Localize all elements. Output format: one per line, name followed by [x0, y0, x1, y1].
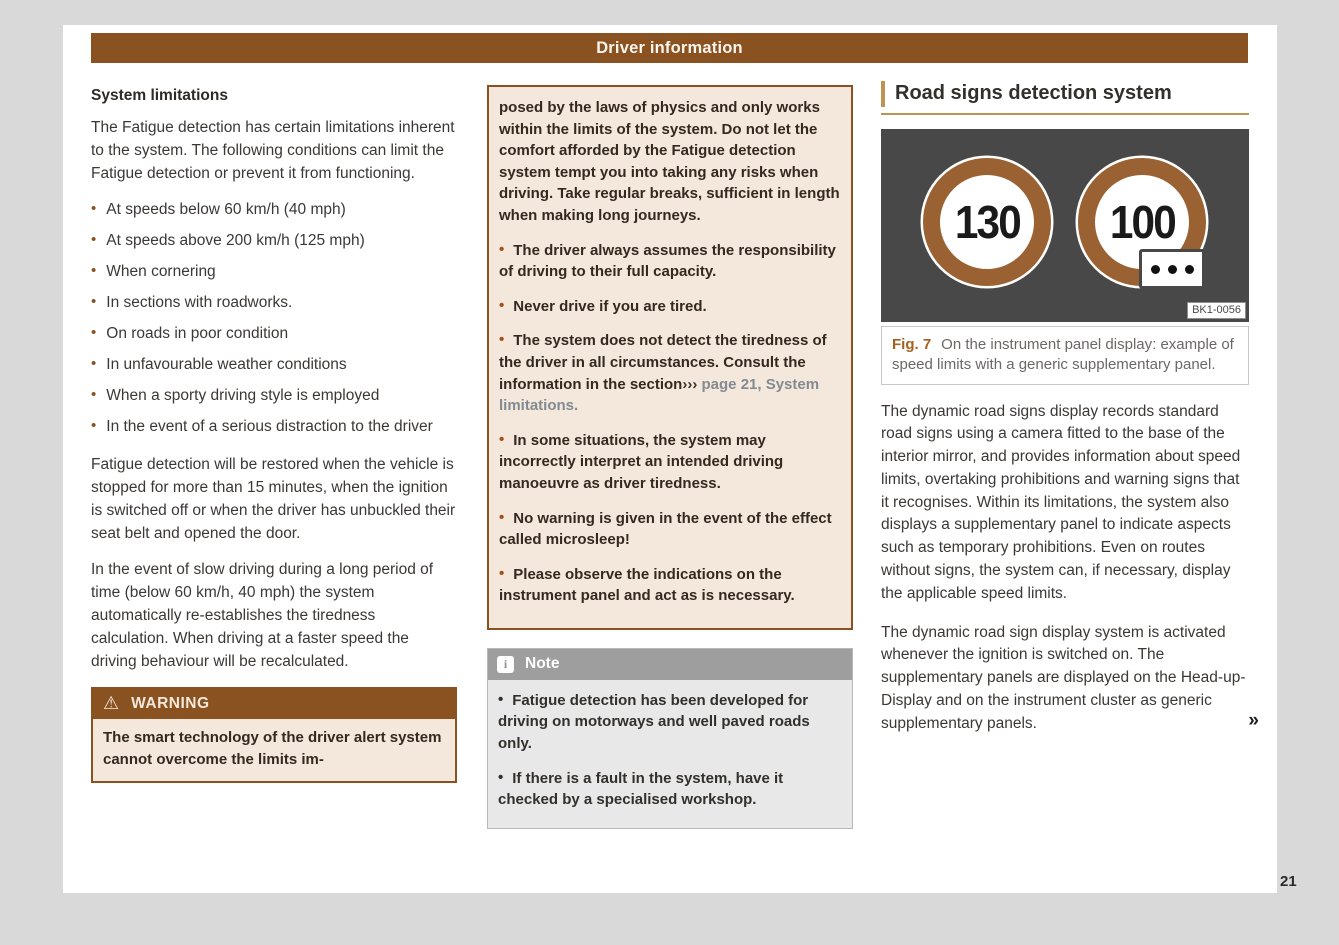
- warning-body-text: The smart technology of the driver alert system cannot overcome the limits im-: [93, 719, 455, 781]
- warning-list-item: [499, 330, 841, 416]
- list-item: [91, 261, 457, 283]
- paragraph: In the event of slow driving during a long period of time (below 60 km/h, 40 mph) the system automatically re-establishes the tiredness calculation. When driving at a faster speed the driving behaviour will be recalculated.: [91, 561, 434, 670]
- note-box-header: [488, 649, 852, 680]
- warning-triangle-icon: [103, 694, 131, 715]
- page-header-bar: [91, 33, 1248, 63]
- section-heading-system-limitations: System limitations: [91, 87, 228, 104]
- bullet-icon: [91, 294, 106, 311]
- bullet-icon: [91, 418, 106, 435]
- list-item-text: In unfavourable weather conditions: [106, 356, 347, 374]
- list-item-text: The driver always assumes the responsibility of driving to their full capacity.: [499, 241, 836, 281]
- left-column: [91, 85, 457, 783]
- heading-rule: [881, 113, 1249, 115]
- list-item-text: At speeds below 60 km/h (40 mph): [106, 201, 346, 219]
- note-box-body: [488, 680, 852, 828]
- paragraph: [881, 622, 1259, 736]
- list-item-text: If there is a fault in the system, have it checked by a specialised workshop.: [498, 769, 784, 809]
- bullet-icon: [91, 356, 106, 373]
- list-item-text: In some situations, the system may incorrectly interpret an intended driving manoeuvre as driver tiredness.: [499, 431, 784, 492]
- bullet-icon: [91, 387, 106, 404]
- bullet-icon: [91, 263, 106, 280]
- warning-box-header: [93, 689, 455, 719]
- list-item: [91, 199, 457, 221]
- list-item-text: When a sporty driving style is employed: [106, 387, 380, 405]
- note-list-item: [498, 690, 842, 755]
- info-icon: [497, 656, 514, 673]
- warning-list-item: [499, 296, 841, 318]
- list-item-text: At speeds above 200 km/h (125 mph): [106, 232, 365, 250]
- bullet-icon: [499, 432, 513, 449]
- note-title: Note: [525, 655, 560, 673]
- figure-caption-text: On the instrument panel display: example of speed limits with a generic supplementary panel.: [892, 336, 1234, 374]
- figure-image: [881, 129, 1249, 322]
- list-item: [91, 385, 457, 407]
- supplementary-panel-icon: [1139, 249, 1205, 289]
- warning-list-item: [499, 240, 841, 283]
- paragraph: Fatigue detection will be restored when the vehicle is stopped for more than 15 minutes, when the ignition is switched off or when the driver has unbuckled their seat belt and opened the door.: [91, 456, 456, 542]
- list-item-text: The system does not detect the tiredness of the driver in all circumstances. Consult the information in the section: [499, 332, 827, 393]
- paragraph: The dynamic road signs display records standard road signs using a camera fitted to the base of the interior mirror, and provides information about speed limits, overtaking prohibitions and warning signs that it recognises. Within its limitations, the system also displays a supplementary panel to indicate aspects such as temporary prohibitions. Even on routes without signs, the system can, if necessary, display the applicable speed limits.: [881, 402, 1241, 602]
- warning-list-item: [499, 430, 841, 495]
- note-list-item: [498, 768, 842, 811]
- right-column: [881, 81, 1259, 735]
- list-item: [91, 323, 457, 345]
- continuation-marker: »: [1248, 709, 1259, 731]
- bullet-icon: [91, 325, 106, 342]
- list-item: [91, 230, 457, 252]
- figure-number-label: Fig. 7: [892, 336, 932, 353]
- warning-paragraph: posed by the laws of physics and only works within the limits of the system. Do not let the comfort afforded by the Fatigue detection system tempt you into taking any risks when driving. Take regular breaks, sufficient in length when making long journeys.: [499, 99, 840, 224]
- bullet-icon: [498, 770, 512, 787]
- paragraph-text: The dynamic road sign display system is activated whenever the ignition is switched on. The supplementary panels are displayed on the Head-up-Display and on the instrument cluster as generic supplementary panels.: [881, 623, 1246, 732]
- bullet-icon: [499, 566, 513, 583]
- warning-title: WARNING: [131, 695, 210, 713]
- list-item-text: Fatigue detection has been developed for driving on motorways and well paved roads only.: [498, 691, 810, 753]
- warning-box-continued: [487, 85, 853, 630]
- limitations-list: [91, 199, 457, 438]
- cross-reference-chevrons: ›››: [682, 375, 698, 393]
- bullet-icon: [498, 692, 512, 709]
- page-reference-link[interactable]: page 21, System limitations.: [499, 375, 820, 415]
- speed-limit-sign-130: [923, 158, 1051, 286]
- list-item: [91, 354, 457, 376]
- list-item-text: On roads in poor condition: [106, 325, 289, 343]
- page-number: 21: [1280, 873, 1297, 890]
- list-item-text: No warning is given in the event of the effect called microsleep!: [499, 509, 832, 549]
- list-item-text: In the event of a serious distraction to the driver: [106, 418, 433, 436]
- list-item-text: Please observe the indications on the instrument panel and act as is necessary.: [499, 565, 795, 605]
- list-item-text: When cornering: [106, 263, 216, 281]
- bullet-icon: [499, 298, 513, 315]
- speed-limit-value: 130: [954, 196, 1020, 248]
- bullet-icon: [91, 232, 106, 249]
- paragraph: The Fatigue detection has certain limitations inherent to the system. The following conditions can limit the Fatigue detection or prevent it from functioning.: [91, 119, 455, 182]
- figure-caption: [881, 326, 1249, 385]
- speed-limit-value: 100: [1109, 196, 1175, 248]
- bullet-icon: [499, 332, 513, 349]
- bullet-icon: [91, 201, 106, 218]
- warning-list-item: [499, 508, 841, 551]
- list-item-text: Never drive if you are tired.: [513, 297, 707, 315]
- bullet-icon: [499, 510, 513, 527]
- warning-list-item: [499, 564, 841, 607]
- manual-page: [63, 25, 1277, 893]
- list-item-text: In sections with roadworks.: [106, 294, 293, 312]
- warning-box: [91, 687, 457, 783]
- list-item: [91, 416, 457, 438]
- figure-code-label: BK1-0056: [1187, 302, 1246, 319]
- note-box: [487, 648, 853, 829]
- list-item: [91, 292, 457, 314]
- page-header-title: Driver information: [596, 38, 743, 57]
- bullet-icon: [499, 242, 513, 259]
- section-heading-road-signs: Road signs detection system: [881, 81, 1249, 107]
- middle-column: [487, 85, 853, 829]
